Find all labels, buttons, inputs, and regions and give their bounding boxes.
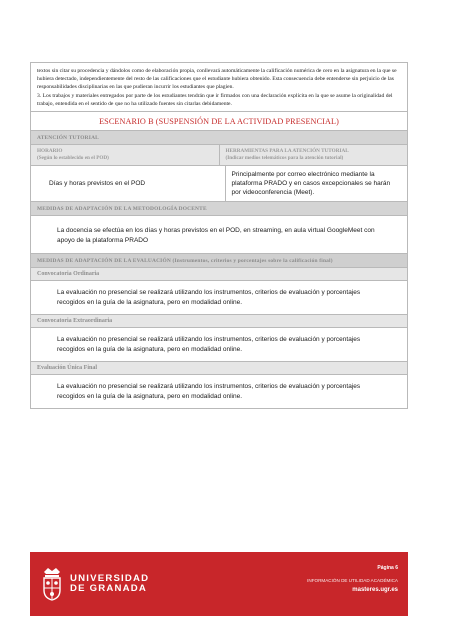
guide-table: [30, 62, 408, 409]
evaluacion-unica-final-title: Evaluación Única Final: [31, 361, 407, 374]
university-crest-icon: [40, 566, 64, 602]
herramientas-value: Principalmente por correo electrónico mediante la plataforma PRADO y en casos excepcionales se harán por videoconferencia (Meet).: [231, 171, 391, 197]
university-name-line1: UNIVERSIDAD: [70, 573, 150, 584]
metodologia-text: La docencia se efectúa en los días y horas previstos en el POD, en streaming, en aula virtual GoogleMeet con apoyo de la plataforma PRADO: [31, 215, 407, 253]
herramientas-subtitle: (Indicar medios telemáticos para la atención tutorial): [225, 155, 344, 162]
horario-header: [31, 145, 220, 165]
horario-subtitle: (Según lo establecido en el POD): [37, 155, 109, 162]
scenario-title: ESCENARIO B (SUSPENSIÓN DE LA ACTIVIDAD PRESENCIAL): [31, 111, 407, 130]
tutoria-body-row: [31, 165, 407, 201]
section-metodologia: MEDIDAS DE ADAPTACIÓN DE LA METODOLOGÍA DOCENTE: [31, 201, 407, 215]
horario-value: Días y horas previstos en el POD: [31, 166, 226, 201]
footer-banner: [30, 552, 408, 616]
horario-title: HORARIO: [37, 148, 63, 155]
convocatoria-ordinaria-text: La evaluación no presencial se realizará utilizando los instrumentos, criterios de evaluación y porcentajes recogidos en la guía de la asignatura, pero en modalidad online.: [31, 280, 407, 314]
footer-website[interactable]: masteres.ugr.es: [352, 587, 398, 593]
section-evaluacion: [31, 253, 407, 267]
intro-paragraph-1: textos sin citar su procedencia y dándolos como de elaboración propia, conllevará automáticamente la calificación numérica de cero en la asignatura en la que se hubiera detectado, independientemente del resto de las calificaciones que el estudiante hubiera obtenido. Esta consecuencia debe entenderse sin perjuicio de las responsabilidades disciplinarias en las que pudieran incurrir los estudiantes que plagien.: [37, 68, 397, 91]
footer-note: INFORMACIÓN DE UTILIDAD ACADÉMICA: [307, 578, 398, 583]
convocatoria-ordinaria-title: Convocatoria Ordinaria: [31, 267, 407, 280]
evaluacion-section-note: (Instrumentos, criterios y porcentajes sobre la calificación final): [172, 258, 333, 265]
university-name-line2: DE GRANADA: [70, 583, 148, 594]
herramientas-header: [220, 145, 408, 165]
intro-paragraph-2: 3. Los trabajos y materiales entregados por parte de los estudiantes tendrán que ir firmados con una declaración explícita en la que se asume la originalidad del trabajo, entendida en el sentido de que no ha utilizado fuentes sin citarlas debidamente.: [37, 92, 393, 107]
page-number: Página 6: [377, 565, 398, 571]
intro-text: [31, 63, 407, 111]
section-atencion-tutorial: ATENCIÓN TUTORIAL: [31, 130, 407, 144]
university-name: [70, 574, 149, 594]
evaluacion-unica-final-text: La evaluación no presencial se realizará utilizando los instrumentos, criterios de evaluación y porcentajes recogidos en la guía de la asignatura, pero en modalidad online.: [31, 374, 407, 408]
herramientas-title: HERRAMIENTAS PARA LA ATENCIÓN TUTORIAL: [225, 148, 349, 155]
convocatoria-extraordinaria-text: La evaluación no presencial se realizará utilizando los instrumentos, criterios de evaluación y porcentajes recogidos en la guía de la asignatura, pero en modalidad online.: [31, 327, 407, 361]
evaluacion-section-title: MEDIDAS DE ADAPTACIÓN DE LA EVALUACIÓN: [37, 258, 171, 265]
convocatoria-extraordinaria-title: Convocatoria Extraordinaria: [31, 314, 407, 327]
tutoria-header-row: [31, 144, 407, 165]
